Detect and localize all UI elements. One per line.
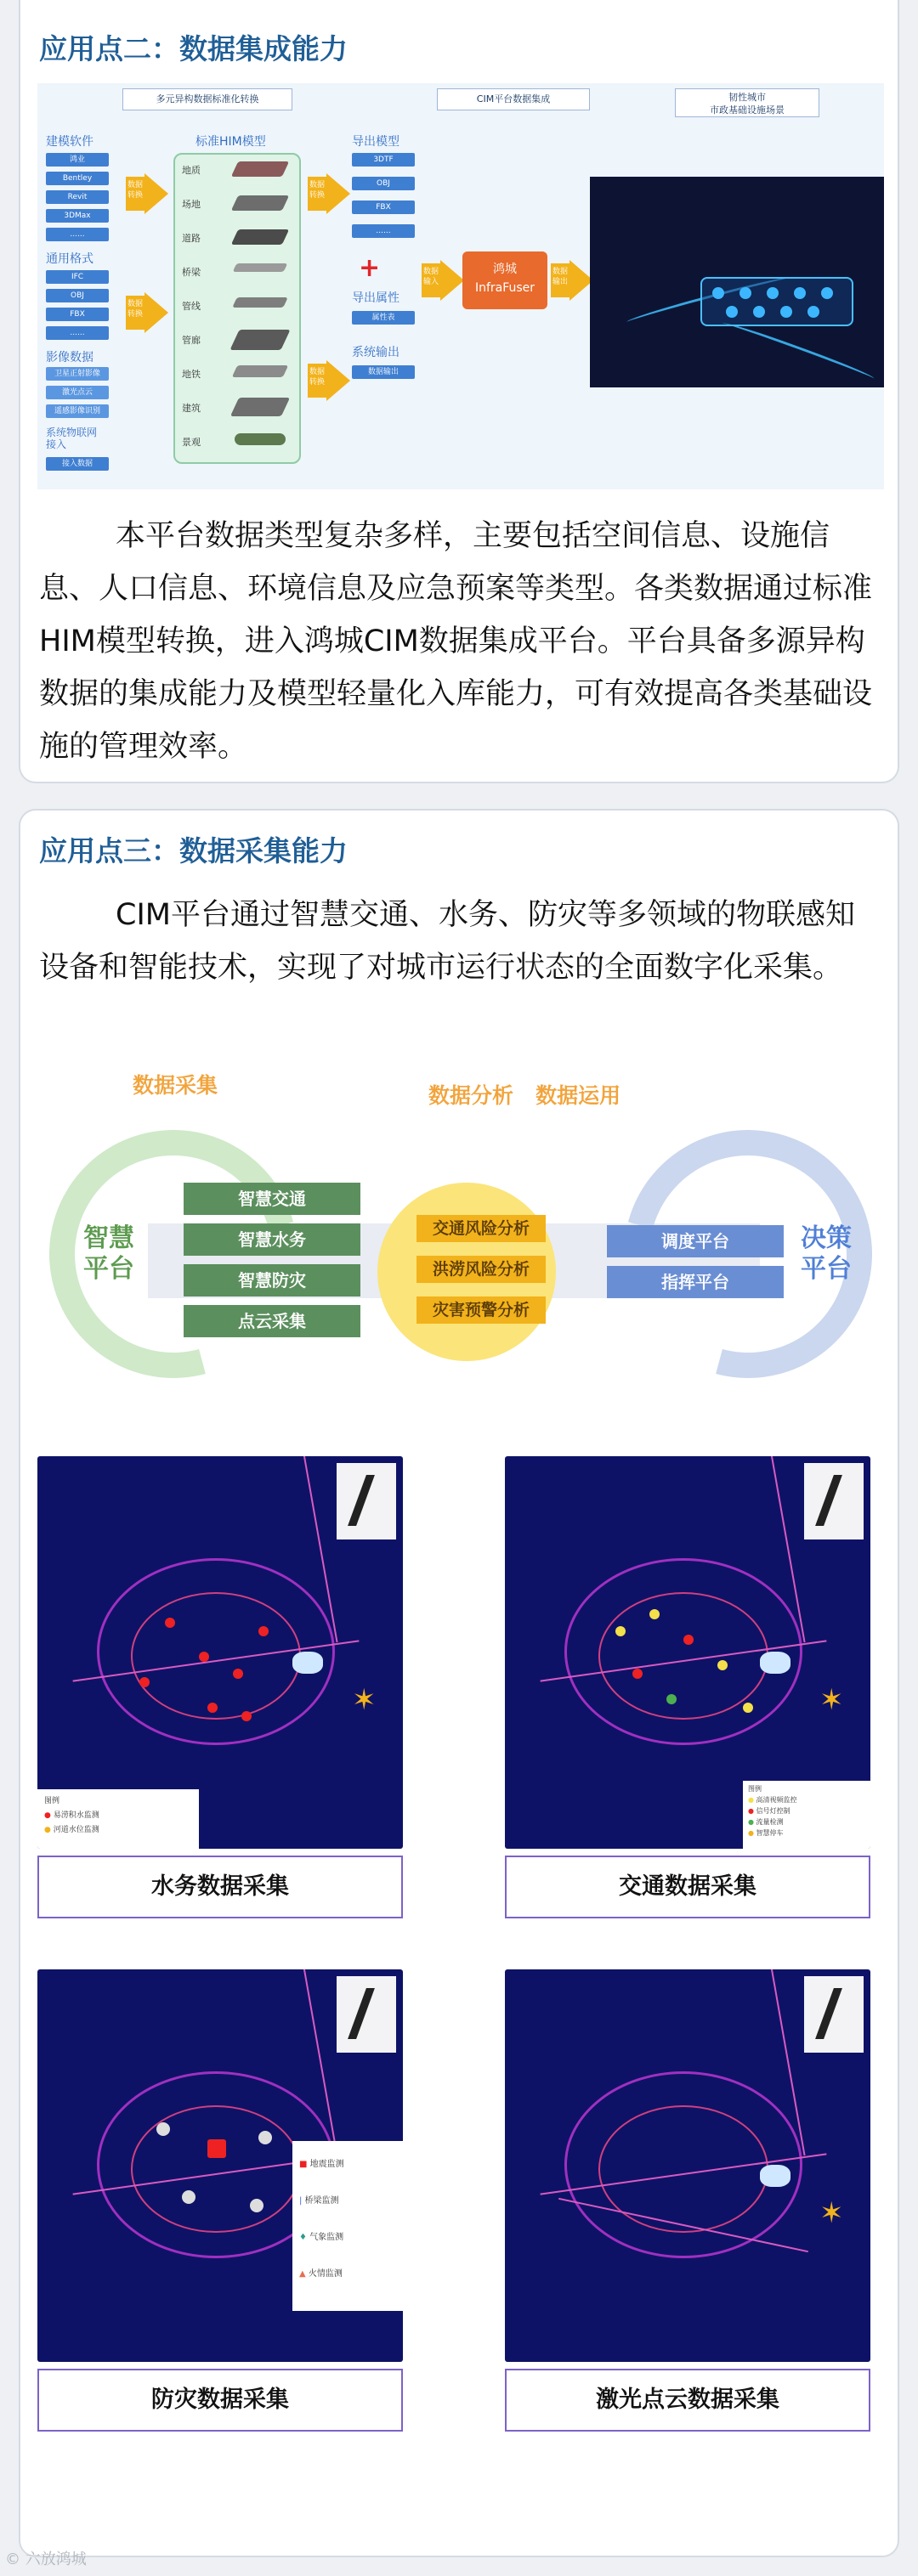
arrow-convert-4: 数据 转换 (308, 364, 326, 398)
arrow-data-input: 数据 输入 (422, 263, 440, 297)
map-legend (37, 1789, 199, 1849)
infrafuser-line1: 鸿城 (493, 263, 517, 276)
source-item: Bentley (46, 172, 109, 185)
header-resilient-city: 韧性城市 市政基础设施场景 (675, 88, 819, 117)
group-modeling-software: 建模软件 (46, 135, 94, 149)
arrow-right-icon (326, 173, 350, 214)
source-item: 接入数据 (46, 457, 109, 471)
marker-dot (182, 2190, 196, 2204)
item-point-cloud: 点云采集 (184, 1305, 360, 1337)
him-model-box (173, 153, 301, 464)
map-caption: 交通数据采集 (505, 1856, 870, 1918)
him-row: 桥梁 (182, 267, 201, 278)
marker-dot (258, 1626, 269, 1636)
label-data-collection: 数据采集 (133, 1073, 218, 1098)
item-dispatch-platform: 调度平台 (607, 1225, 784, 1257)
sensor-icon (821, 287, 833, 299)
site-model-icon (231, 195, 289, 211)
decision-platform-label: 决策 平台 (801, 1223, 852, 1284)
marker-dot (207, 2139, 226, 2158)
section-paragraph: CIM平台通过智慧交通、水务、防灾等多领域的物联感知设备和智能技术，实现了对城市运行状态的全面数字化采集。 (39, 898, 855, 985)
export-model-title: 导出模型 (352, 135, 400, 149)
legend-item: ● 智慧停车 (748, 1829, 784, 1837)
marker-dot (683, 1635, 694, 1645)
legend-title: 图例 (44, 1797, 60, 1805)
item-smart-water: 智慧水务 (184, 1223, 360, 1256)
sensor-icon (712, 287, 724, 299)
section-paragraph: 本平台数据类型复杂多样，主要包括空间信息、设施信息、人口信息、环境信息及应急预案等类型。各类数据通过标准HIM模型转换，进入鸿城CIM数据集成平台。平台具备多源异构数据的集成能力及模型轻量化入库能力，可有效提高各类基础设施的管理效率。 (39, 519, 873, 764)
watermark: © 六放鸿城 (5, 2551, 87, 2568)
export-attr-item: 属性表 (352, 311, 415, 325)
export-attr-title: 导出属性 (352, 291, 400, 305)
group-iot-access: 系统物联网 接入 (46, 427, 98, 450)
legend-item: ● 易涝积水监测 (44, 1811, 99, 1820)
legend-item: ■ 地震监测 (299, 2160, 344, 2169)
source-item: 激光点云 (46, 386, 109, 399)
legend-item: ▲ 火情监测 (299, 2269, 343, 2279)
export-item: ...... (352, 224, 415, 238)
marker-dot (632, 1669, 643, 1679)
source-item: 遥感影像识别 (46, 404, 109, 418)
item-disaster-warning: 灾害预警分析 (416, 1296, 546, 1324)
source-item: FBX (46, 308, 109, 321)
map-legend (743, 1781, 870, 1849)
sensor-icon (753, 306, 765, 318)
source-item: ...... (46, 228, 109, 241)
export-item: 3DTF (352, 153, 415, 167)
marker-dot (139, 1677, 150, 1687)
group-common-formats: 通用格式 (46, 252, 94, 266)
map-water (37, 1456, 403, 1849)
source-item: 3DMax (46, 209, 109, 223)
him-row: 管线 (182, 301, 201, 312)
logo-icon (804, 1463, 864, 1539)
logo-icon (337, 1463, 396, 1539)
map-lake (760, 1652, 790, 1674)
map-lake (292, 1652, 323, 1674)
arrow-right-icon (440, 260, 464, 301)
header-standardize: 多元异构数据标准化转换 (122, 88, 292, 110)
maps-grid (37, 1456, 884, 2544)
item-traffic-risk: 交通风险分析 (416, 1215, 546, 1242)
sensor-icon (726, 306, 738, 318)
arrow-right-icon (144, 292, 168, 333)
source-item: IFC (46, 270, 109, 284)
him-row: 景观 (182, 437, 201, 448)
legend-title: 图例 (748, 1785, 762, 1793)
map-legend (292, 2141, 403, 2311)
star-icon: ✶ (352, 1683, 377, 1717)
map-inner-road (131, 1592, 301, 1720)
marker-dot (717, 1660, 728, 1670)
road-model-icon (231, 229, 289, 245)
him-row: 道路 (182, 233, 201, 244)
bridge-model-icon (233, 263, 288, 272)
legend-item: ● 流量检测 (748, 1818, 784, 1826)
marker-dot (199, 1652, 209, 1662)
section-card-collection (19, 809, 899, 2557)
legend-item: ● 河道水位监测 (44, 1826, 99, 1834)
star-icon: ✶ (819, 2196, 844, 2230)
sensor-icon (794, 287, 806, 299)
marker-dot (241, 1711, 252, 1721)
him-row: 场地 (182, 199, 201, 210)
arrow-data-output: 数据 输出 (551, 263, 570, 297)
source-item: Revit (46, 190, 109, 204)
logo-icon (804, 1976, 864, 2053)
map-point-cloud (505, 1969, 870, 2362)
arrow-convert-2: 数据 转换 (126, 296, 144, 330)
infrafuser-line2: InfraFuser (474, 281, 536, 295)
map-traffic (505, 1456, 870, 1849)
terrain-model-icon (231, 161, 289, 177)
city-scene-image (590, 177, 884, 387)
marker-dot (250, 2199, 264, 2212)
map-caption: 防灾数据采集 (37, 2369, 403, 2432)
item-smart-disaster: 智慧防灾 (184, 1264, 360, 1296)
legend-item: | 桥梁监测 (299, 2196, 339, 2206)
him-row: 地质 (182, 165, 201, 176)
metro-model-icon (232, 365, 289, 377)
map-inner-road (131, 2105, 301, 2233)
building-model-icon (230, 398, 290, 416)
section-title: 应用点三：数据采集能力 (39, 834, 348, 867)
star-icon: ✶ (819, 1683, 844, 1717)
group-image-data: 影像数据 (46, 351, 94, 364)
utility-tunnel-model-icon (230, 330, 290, 350)
marker-dot (649, 1609, 660, 1619)
map-caption: 激光点云数据采集 (505, 2369, 870, 2432)
marker-dot (233, 1669, 243, 1679)
marker-dot (258, 2131, 272, 2144)
map-lake (760, 2165, 790, 2187)
marker-dot (743, 1703, 753, 1713)
system-output-title: 系统输出 (352, 346, 400, 359)
pipeline-model-icon (232, 297, 288, 308)
river-line (721, 319, 876, 382)
him-row: 建筑 (182, 403, 201, 414)
marker-dot (165, 1618, 175, 1628)
sensor-panel (700, 277, 853, 326)
integration-figure (37, 83, 884, 489)
system-output-item: 数据输出 (352, 365, 415, 379)
item-smart-traffic: 智慧交通 (184, 1183, 360, 1215)
map-inner-road (598, 2105, 768, 2233)
arrow-right-icon (144, 173, 168, 214)
infrafuser-box (462, 251, 547, 309)
landscape-model-icon (235, 433, 286, 445)
map-disaster (37, 1969, 403, 2362)
him-row: 管廊 (182, 335, 201, 346)
sensor-icon (780, 306, 792, 318)
section-title: 应用点二：数据集成能力 (39, 32, 348, 65)
him-row: 地铁 (182, 369, 201, 380)
source-item: ...... (46, 326, 109, 340)
item-command-platform: 指挥平台 (607, 1266, 784, 1298)
map-inner-road (598, 1592, 768, 1720)
plus-icon: + (359, 253, 381, 283)
arrow-convert-3: 数据 转换 (308, 177, 326, 211)
marker-dot (615, 1626, 626, 1636)
export-item: FBX (352, 201, 415, 214)
source-item: 卫星正射影像 (46, 367, 109, 381)
legend-item: ● 高清视频监控 (748, 1796, 797, 1804)
label-analysis-use: 数据分析 数据运用 (428, 1083, 621, 1108)
legend-item: ♦ 气象监测 (299, 2233, 344, 2242)
source-item: 鸿业 (46, 153, 109, 167)
sensor-icon (808, 306, 819, 318)
arrow-right-icon (326, 360, 350, 401)
marker-dot (666, 1694, 677, 1704)
arrow-convert-1: 数据 转换 (126, 177, 144, 211)
sensor-icon (767, 287, 779, 299)
header-cim-integration: CIM平台数据集成 (437, 88, 590, 110)
marker-dot (156, 2122, 170, 2136)
export-item: OBJ (352, 177, 415, 190)
collection-diagram (37, 1057, 884, 1431)
section-card-integration (19, 0, 899, 783)
marker-dot (207, 1703, 218, 1713)
map-caption: 水务数据采集 (37, 1856, 403, 1918)
source-item: OBJ (46, 289, 109, 302)
sensor-icon (740, 287, 751, 299)
him-title: 标准HIM模型 (196, 135, 266, 149)
legend-item: ● 信号灯控制 (748, 1807, 790, 1815)
logo-icon (337, 1976, 396, 2053)
item-flood-risk: 洪涝风险分析 (416, 1256, 546, 1283)
smart-platform-label: 智慧 平台 (83, 1223, 134, 1284)
